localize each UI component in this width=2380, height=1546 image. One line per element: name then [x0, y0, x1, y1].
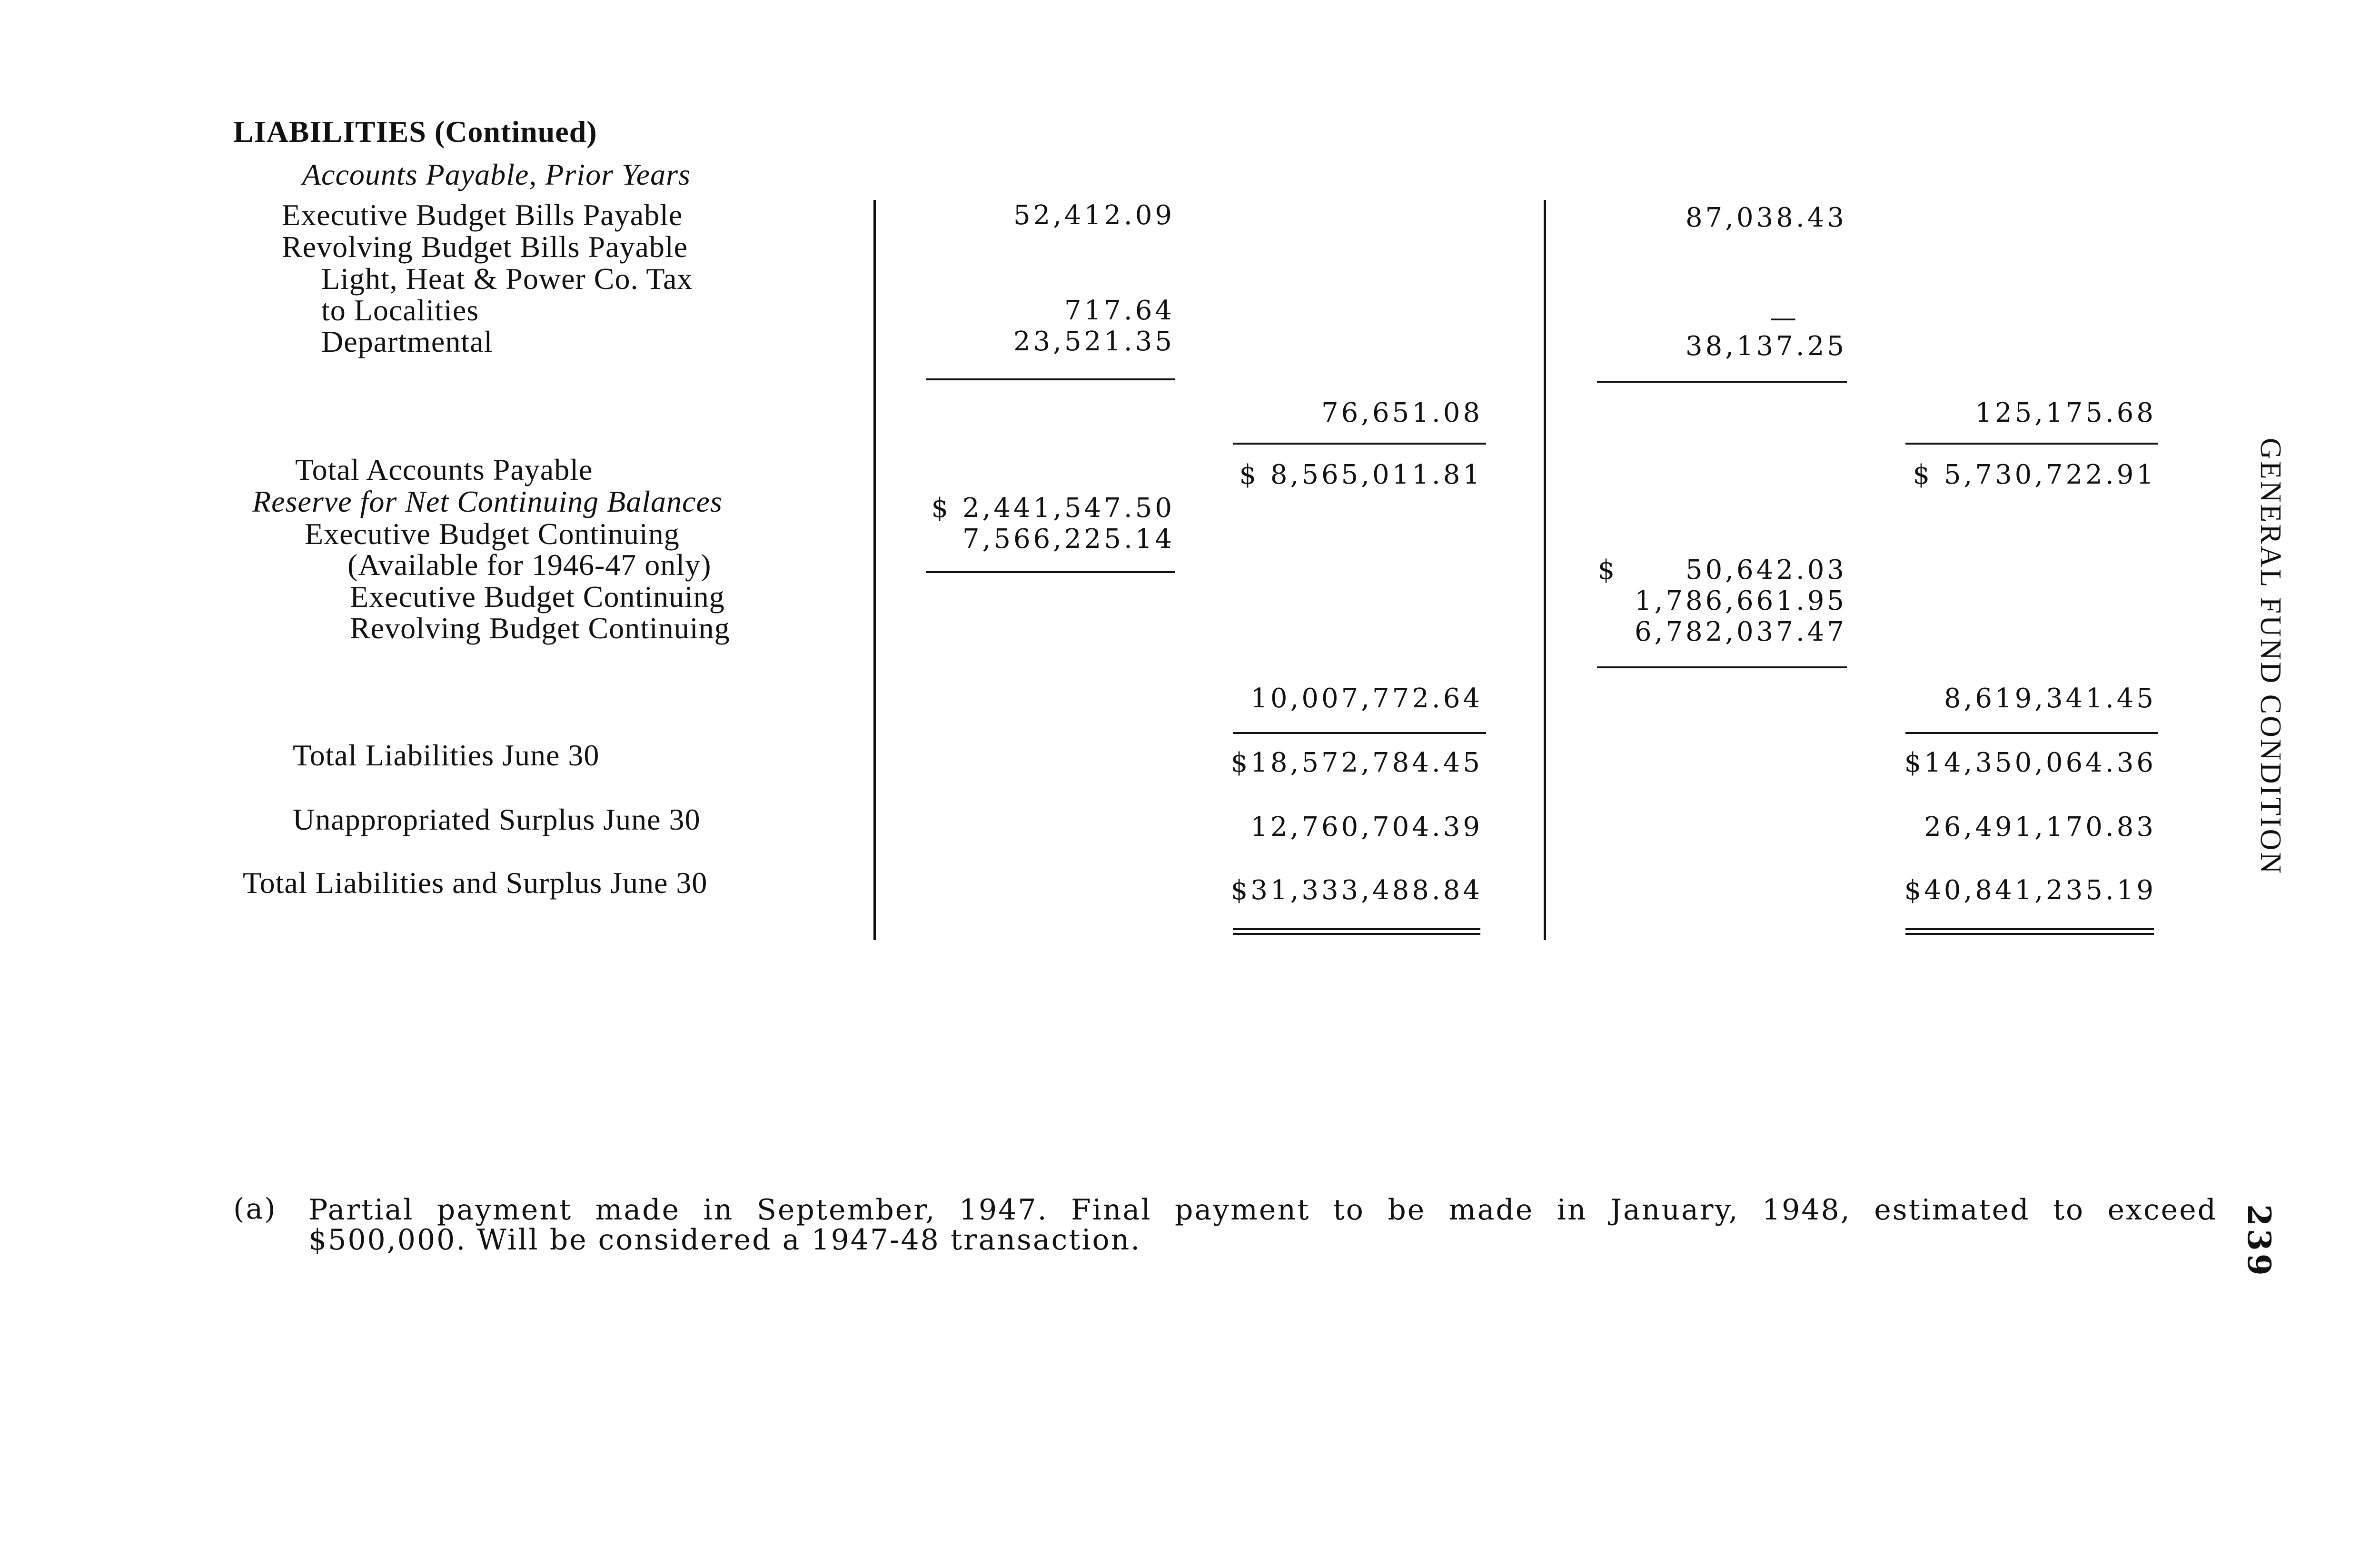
col2-total: $31,333,488.84 — [1230, 875, 1483, 906]
label-rev-cont: Revolving Budget Continuing — [350, 611, 730, 645]
col1-exec-bills: 52,412.09 — [1013, 200, 1175, 231]
col1-departmental: 23,521.35 — [1013, 326, 1175, 357]
footnote-marker: (a) — [233, 1192, 277, 1226]
col2-subtotal-ap: 76,651.08 — [1321, 397, 1483, 428]
col4-total-ap: $ 5,730,722.91 — [1913, 459, 2156, 490]
col3-rev-cont: 6,782,037.47 — [1634, 616, 1847, 647]
divider-middle — [1544, 200, 1546, 940]
col4-rule-top — [1905, 443, 2158, 445]
col2-double-rule — [1233, 928, 1480, 935]
label-exec-bills: Executive Budget Bills Payable — [282, 198, 683, 232]
col1-light-heat: 717.64 — [1064, 295, 1175, 326]
col2-reserve-total: 10,007,772.64 — [1250, 683, 1483, 714]
col4-total: $40,841,235.19 — [1904, 875, 2156, 906]
label-total-liabilities-surplus: Total Liabilities and Surplus June 30 — [243, 866, 708, 900]
side-title: GENERAL FUND CONDITION — [2254, 438, 2287, 876]
section-heading: LIABILITIES (Continued) — [233, 115, 597, 149]
col2-rule-top — [1233, 443, 1486, 445]
col1-rule-1 — [926, 378, 1175, 380]
col1-available: 7,566,225.14 — [962, 524, 1175, 555]
label-light-heat-2: to Localities — [321, 293, 479, 327]
label-accounts-payable-prior: Accounts Payable, Prior Years — [302, 158, 691, 191]
col3-rule-2 — [1597, 666, 1847, 668]
col4-rule-mid — [1905, 732, 2158, 734]
label-exec-cont: Executive Budget Continuing — [305, 517, 680, 551]
label-light-heat-1: Light, Heat & Power Co. Tax — [321, 262, 693, 296]
col1-rule-2 — [926, 571, 1175, 573]
col3-light-heat: — — [1770, 302, 1799, 333]
label-total-liabilities: Total Liabilities June 30 — [293, 738, 600, 772]
col2-total-liabilities: $18,572,784.45 — [1230, 747, 1483, 778]
col3-departmental: 38,137.25 — [1685, 331, 1847, 362]
col2-unappropriated: 12,760,704.39 — [1250, 812, 1483, 842]
label-reserve: Reserve for Net Continuing Balances — [252, 485, 723, 518]
footnote-line-2: $500,000. Will be considered a 1947-48 transaction. — [308, 1223, 1141, 1257]
col3-rule-1 — [1597, 381, 1847, 383]
divider-left — [873, 200, 876, 940]
col3-available: $ 50,642.03 — [1597, 555, 1847, 585]
col1-exec-cont: $ 2,441,547.50 — [931, 493, 1175, 524]
label-rev-bills: Revolving Budget Bills Payable — [282, 230, 688, 264]
col4-subtotal-ap: 125,175.68 — [1975, 397, 2156, 428]
footnote-line-1: Partial payment made in September, 1947. Final payment to be made in January, 1948, estimated to exceed — [308, 1193, 2217, 1227]
col3-exec-bills: 87,038.43 — [1685, 202, 1847, 233]
col4-unappropriated: 26,491,170.83 — [1924, 812, 2156, 842]
label-departmental: Departmental — [321, 325, 493, 358]
page-number: 239 — [2241, 1204, 2278, 1278]
col2-total-ap: $ 8,565,011.81 — [1239, 459, 1483, 490]
col4-double-rule — [1905, 928, 2154, 935]
label-unappropriated-surplus: Unappropriated Surplus June 30 — [293, 803, 701, 836]
col4-total-liabilities: $14,350,064.36 — [1904, 747, 2156, 778]
label-available: (Available for 1946-47 only) — [347, 548, 712, 582]
label-total-accounts-payable: Total Accounts Payable — [295, 453, 593, 486]
col4-reserve-total: 8,619,341.45 — [1944, 683, 2156, 714]
col2-rule-mid — [1233, 732, 1486, 734]
col3-exec-cont-2: 1,786,661.95 — [1634, 585, 1847, 616]
label-exec-cont-2: Executive Budget Continuing — [350, 580, 725, 614]
